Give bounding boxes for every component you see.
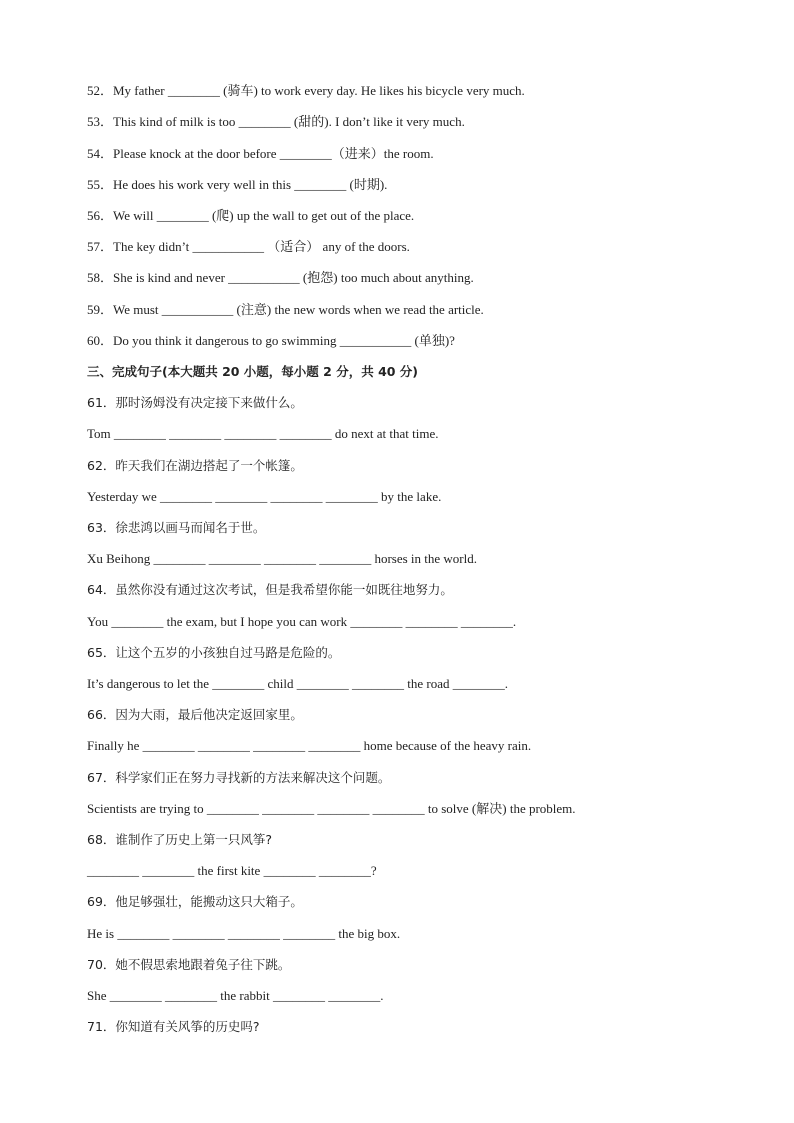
question-58: 58．She is kind and never ___________ (抱怨) too much about anything. (87, 270, 474, 285)
question-70-prompt: 70．她不假思索地跟着兔子往下跳。 (87, 957, 291, 972)
question-65-prompt: 65．让这个五岁的小孩独自过马路是危险的。 (87, 645, 341, 660)
question-68-prompt: 68．谁制作了历史上第一只风筝? (87, 832, 273, 847)
question-63-answer: Xu Beihong ________ ________ ________ ________ horses in the world. (87, 551, 477, 566)
question-66-prompt: 66．因为大雨，最后他决定返回家里。 (87, 707, 303, 722)
question-70-answer: She ________ ________ the rabbit ________ ________. (87, 988, 384, 1003)
question-64-answer: You ________ the exam, but I hope you can work ________ ________ ________. (87, 614, 517, 629)
question-59: 59．We must ___________ (注意) the new words when we read the article. (87, 302, 484, 317)
question-66-answer: Finally he ________ ________ ________ ________ home because of the heavy rain. (87, 738, 532, 753)
question-61-prompt: 61．那时汤姆没有决定接下来做什么。 (87, 395, 303, 410)
question-67-prompt: 67．科学家们正在努力寻找新的方法来解决这个问题。 (87, 770, 391, 785)
question-54: 54．Please knock at the door before ________（进来）the room. (87, 146, 434, 161)
question-65-answer: It’s dangerous to let the ________ child ________ ________ the road ________. (87, 676, 509, 691)
question-69-answer: He is ________ ________ ________ ________ the big box. (87, 926, 401, 941)
question-53: 53．This kind of milk is too ________ (甜的). I don’t like it very much. (87, 114, 465, 129)
question-62-answer: Yesterday we ________ ________ ________ ________ by the lake. (87, 489, 442, 504)
question-56: 56．We will ________ (爬) up the wall to get out of the place. (87, 208, 415, 223)
question-71-prompt: 71．你知道有关风筝的历史吗? (87, 1019, 260, 1034)
question-55: 55．He does his work very well in this ________ (时期). (87, 177, 388, 192)
question-67-answer: Scientists are trying to ________ ________ ________ ________ to solve (解决) the problem. (87, 801, 576, 816)
question-60: 60．Do you think it dangerous to go swimming ___________ (单独)? (87, 333, 455, 348)
question-64-prompt: 64．虽然你没有通过这次考试，但是我希望你能一如既往地努力。 (87, 582, 453, 597)
question-57: 57．The key didn’t ___________ （适合） any of the doors. (87, 239, 410, 254)
question-61-answer: Tom ________ ________ ________ ________ do next at that time. (87, 426, 439, 441)
question-69-prompt: 69．他足够强壮，能搬动这只大箱子。 (87, 894, 303, 909)
question-52: 52．My father ________ (骑车) to work every day. He likes his bicycle very much. (87, 83, 525, 98)
section-heading: 三、完成句子(本大题共 20 小题，每小题 2 分，共 40 分) (87, 364, 419, 379)
question-68-answer: ________ ________ the first kite ________ ________? (87, 863, 377, 878)
question-62-prompt: 62．昨天我们在湖边搭起了一个帐篷。 (87, 458, 303, 473)
question-63-prompt: 63．徐悲鸿以画马而闻名于世。 (87, 520, 266, 535)
